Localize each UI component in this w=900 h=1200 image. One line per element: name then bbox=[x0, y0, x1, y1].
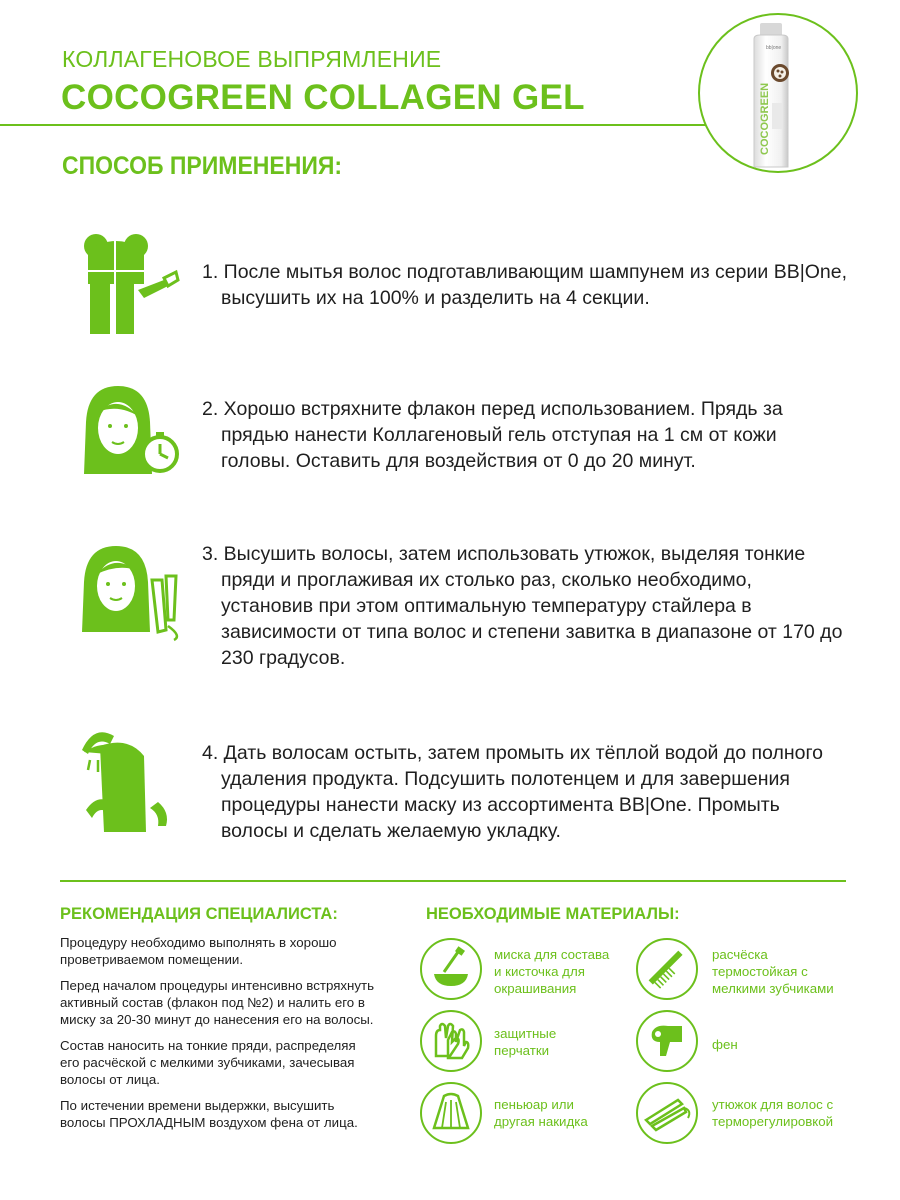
product-bottle-icon bbox=[700, 15, 856, 171]
material-label: пеньюар или другая накидка bbox=[494, 1097, 588, 1129]
material-label: утюжок для волос с терморегулировкой bbox=[712, 1097, 834, 1129]
gloves-icon bbox=[420, 1010, 482, 1072]
product-image bbox=[698, 13, 858, 173]
materials-title: НЕОБХОДИМЫЕ МАТЕРИАЛЫ: bbox=[426, 905, 680, 923]
page-title: COCOGREEN COLLAGEN GEL bbox=[61, 78, 585, 117]
material-label: фен bbox=[712, 1037, 738, 1052]
woman-flat-iron-icon bbox=[78, 540, 188, 650]
section-divider bbox=[60, 880, 846, 882]
step-1-text: 1. После мытья волос подготавливающим шампунем из серии BB|One, высушить их на 100% и разделить на 4 секции. bbox=[202, 261, 848, 309]
woman-timer-icon bbox=[78, 382, 188, 492]
bottle-label: COCOGREEN bbox=[759, 82, 771, 155]
material-label: расчёска термостойкая с мелкими зубчиками bbox=[712, 947, 834, 996]
method-title: СПОСОБ ПРИМЕНЕНИЯ: bbox=[62, 152, 343, 180]
recommendation-paragraph: Перед началом процедуры интенсивно встряхнуть активный состав (флакон под №2) и налить его в миску за 20-30 минут до нанесения его на волосы. bbox=[60, 978, 375, 1027]
step-3-text: 3. Высушить волосы, затем использовать утюжок, выделяя тонкие пряди и проглаживая их столько раз, сколько необходимо, установив при этом оптимальную температуру стайлера в зависимости от типа волос и степени завитка в диапазоне от 170 до 230 градусов. bbox=[202, 543, 843, 669]
header-divider bbox=[0, 124, 718, 126]
material-label: миска для состава и кисточка для окрашивания bbox=[494, 947, 610, 996]
bowl-brush-icon bbox=[420, 938, 482, 1000]
step-2-text: 2. Хорошо встряхните флакон перед использованием. Прядь за прядью нанести Коллагеновый гель отступая на 1 см от кожи головы. Оставить для воздействия от 0 до 20 минут. bbox=[202, 398, 783, 472]
page-subtitle: КОЛЛАГЕНОВОЕ ВЫПРЯМЛЕНИЕ bbox=[62, 46, 442, 72]
hair-dryer-icon bbox=[636, 1010, 698, 1072]
svg-text:bb|one: bb|one bbox=[766, 45, 782, 51]
recommendation-title: РЕКОМЕНДАЦИЯ СПЕЦИАЛИСТА: bbox=[60, 905, 338, 923]
recommendation-paragraph: Процедуру необходимо выполнять в хорошо проветриваемом помещении. bbox=[60, 935, 337, 967]
comb-icon bbox=[636, 938, 698, 1000]
shower-rinse-icon bbox=[78, 722, 188, 832]
step-4-text: 4. Дать волосам остыть, затем промыть их тёплой водой до полного удаления продукта. Подсушить полотенцем и для завершения процедуры нанести маску из ассортимента BB|One. Промыть волосы и сделать желаемую укладку. bbox=[202, 742, 823, 842]
material-label: защитные перчатки bbox=[494, 1026, 557, 1058]
recommendation-paragraph: По истечении времени выдержки, высушить волосы ПРОХЛАДНЫМ воздухом фена от лица. bbox=[60, 1098, 358, 1130]
flat-iron-icon bbox=[636, 1082, 698, 1144]
hair-sections-icon bbox=[78, 228, 188, 338]
cape-icon bbox=[420, 1082, 482, 1144]
recommendation-paragraph: Состав наносить на тонкие пряди, распределяя его расчёской с мелкими зубчиками, зачесывая волосы от лица. bbox=[60, 1038, 356, 1087]
recommendation-text bbox=[60, 934, 400, 1140]
